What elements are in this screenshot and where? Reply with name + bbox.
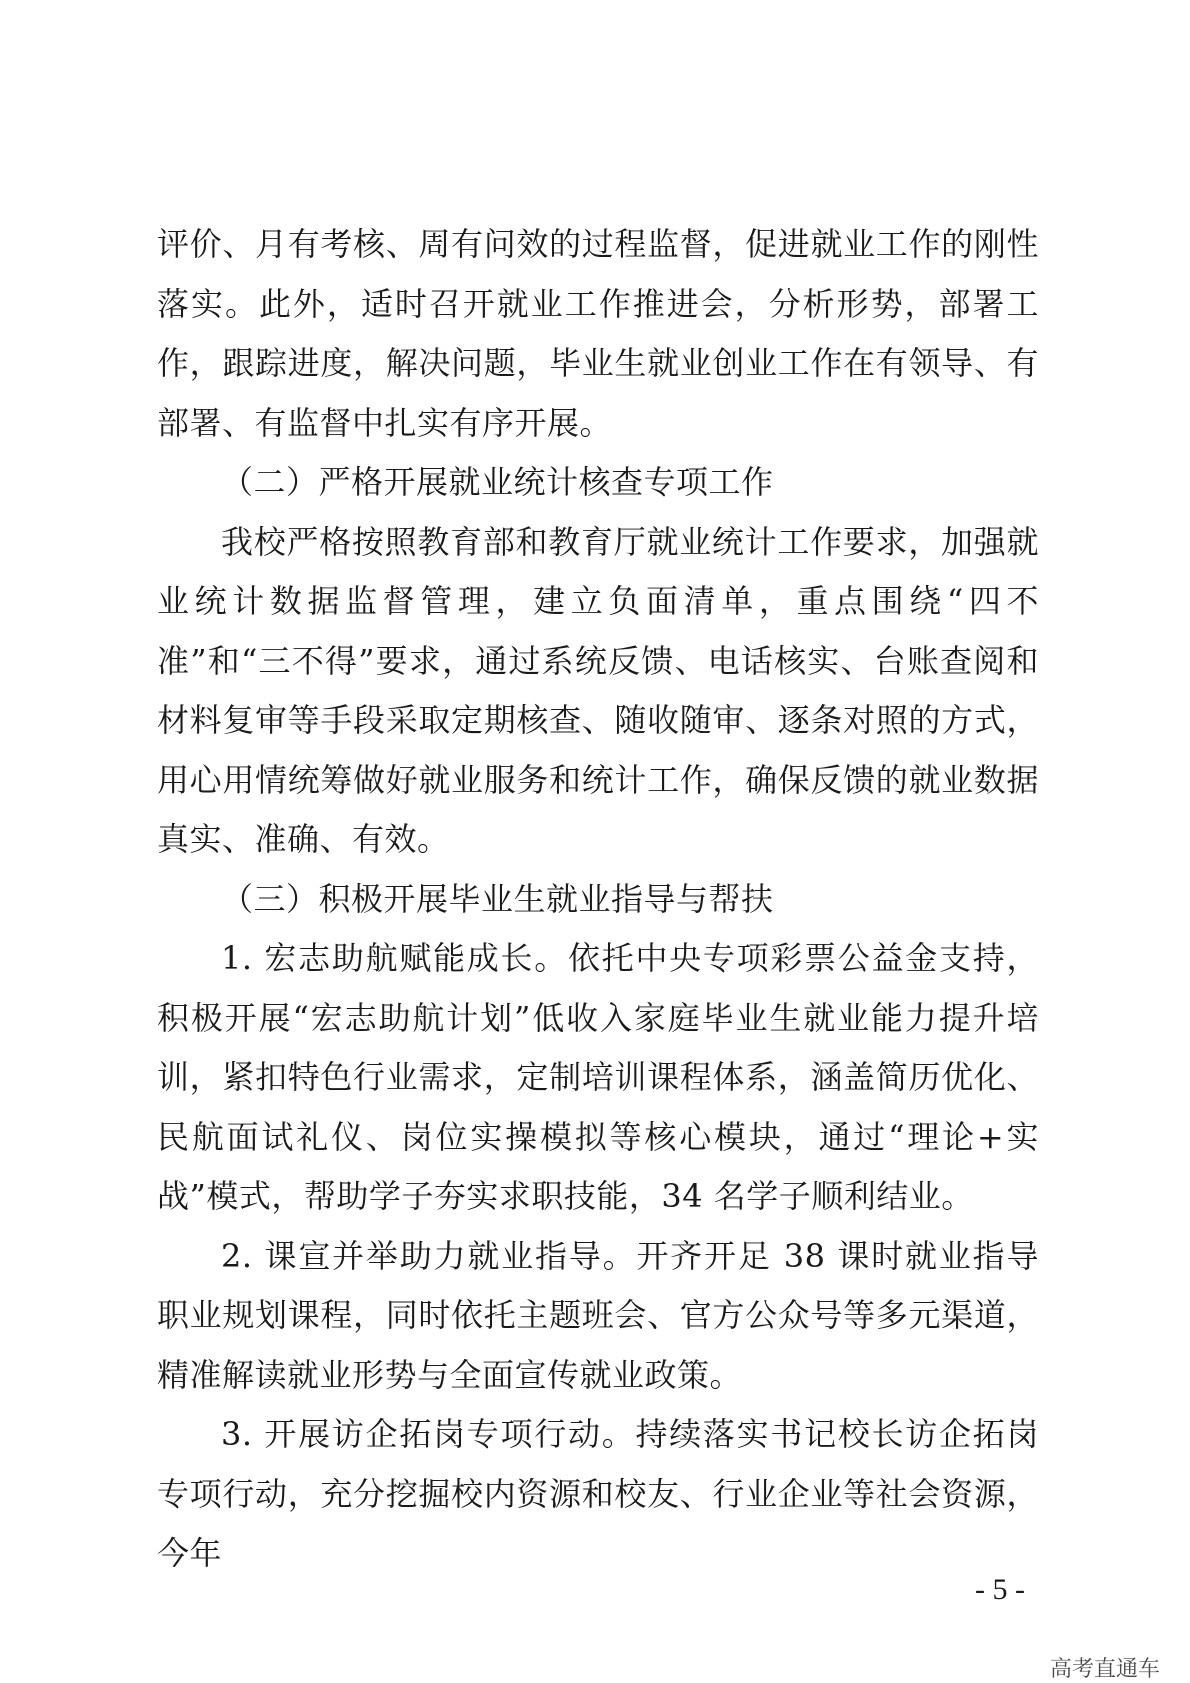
section-heading-2: （二）严格开展就业统计核查专项工作 (221, 463, 774, 501)
watermark: 高考直通车 (1050, 1657, 1161, 1682)
paragraph-item-3: 3. 开展访企拓岗专项行动。持续落实书记校长访企拓岗专项行动，充分挖掘校内资源和校友、行业企业等社会资源，今年 (157, 1415, 1039, 1572)
section-heading-3: （三）积极开展毕业生就业指导与帮扶 (221, 879, 774, 918)
paragraph-item-1: 1. 宏志助航赋能成长。依托中央专项彩票公益金支持，积极开展“宏志助航计划”低收入家庭毕业生就业能力提升培训，紧扣特色行业需求，定制培训课程体系，涵盖简历优化、民航面试礼仪、岗位实操模拟等核心模块，通过“理论+实战”模式，帮助学子夯实求职技能，34 名学子顺利结业。 (157, 939, 1039, 1215)
paragraph-item-2: 2. 课宣并举助力就业指导。开齐开足 38 课时就业指导职业规划课程，同时依托主题班会、官方公众号等多元渠道，精准解读就业形势与全面宣传就业政策。 (157, 1236, 1039, 1394)
page-number: - 5 - (975, 1573, 1025, 1606)
document-body (157, 215, 1039, 1584)
paragraph-statistics: 我校严格按照教育部和教育厅就业统计工作要求，加强就业统计数据监督管理，建立负面清单，重点围绕“四不准”和“三不得”要求，通过系统反馈、电话核实、台账查阅和材料复审等手段采取定期核查、随收随审、逐条对照的方式，用心用情统筹做好就业服务和统计工作，确保反馈的就业数据真实、准确、有效。 (157, 522, 1039, 858)
paragraph-continuation: 评价、月有考核、周有问效的过程监督，促进就业工作的刚性落实。此外，适时召开就业工作推进会，分析形势，部署工作，跟踪进度，解决问题，毕业生就业创业工作在有领导、有部署、有监督中扎实有序开展。 (157, 225, 1039, 442)
